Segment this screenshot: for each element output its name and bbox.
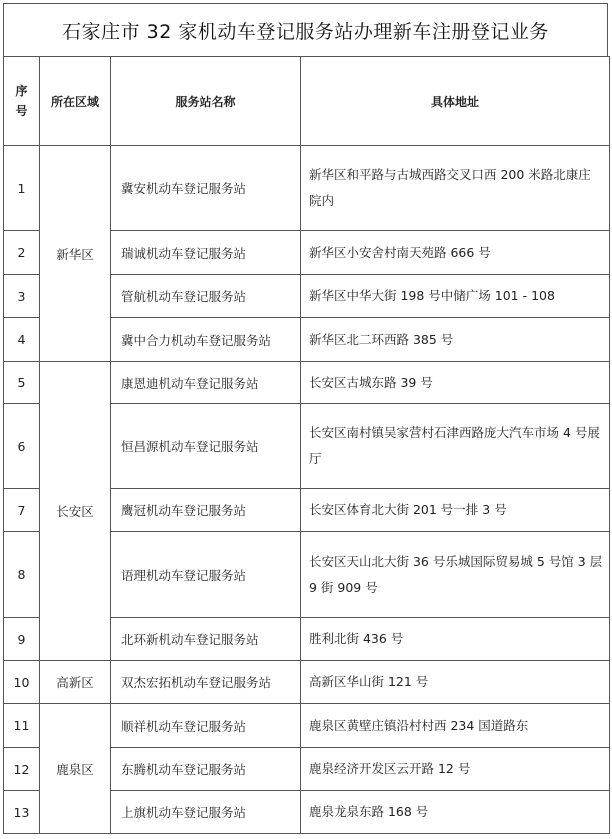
station-name: 鹰冠机动车登记服务站 [111,489,301,532]
station-name: 语理机动车登记服务站 [111,532,301,618]
station-address: 鹿泉龙泉东路 168 号 [301,791,610,834]
row-seq: 9 [4,618,40,661]
station-address: 新华区小安舍村南天苑路 666 号 [301,231,610,275]
row-seq: 6 [4,404,40,489]
row-seq: 7 [4,489,40,532]
district-cell: 鹿泉区 [40,704,111,834]
station-address: 长安区体育北大街 201 号一排 3 号 [301,489,610,532]
header-seq-line2: 号 [15,104,28,118]
station-address: 鹿泉经济开发区云开路 12 号 [301,748,610,791]
station-address: 鹿泉区黄壁庄镇沿村村西 234 国道路东 [301,704,610,748]
station-name: 北环新机动车登记服务站 [111,618,301,661]
row-seq: 13 [4,791,40,834]
page-title: 石家庄市 32 家机动车登记服务站办理新车注册登记业务 [3,3,608,57]
station-address: 长安区古城东路 39 号 [301,362,610,404]
station-name: 上旗机动车登记服务站 [111,791,301,834]
table-row [4,704,610,748]
station-address: 新华区和平路与古城西路交叉口西 200 米路北康庄院内 [301,146,610,231]
station-name: 冀安机动车登记服务站 [111,146,301,231]
table-header-row [4,57,610,146]
service-station-table [3,56,610,834]
station-address: 胜利北街 436 号 [301,618,610,661]
row-seq: 11 [4,704,40,748]
district-cell: 高新区 [40,661,111,704]
row-seq: 1 [4,146,40,231]
station-address: 新华区北二环西路 385 号 [301,318,610,362]
row-seq: 3 [4,275,40,318]
station-name: 管航机动车登记服务站 [111,275,301,318]
station-address: 新华区中华大街 198 号中储广场 101 - 108 [301,275,610,318]
station-name: 康恩迪机动车登记服务站 [111,362,301,404]
station-name: 东腾机动车登记服务站 [111,748,301,791]
row-seq: 2 [4,231,40,275]
header-seq-line1: 序 [15,84,28,98]
station-name: 顺祥机动车登记服务站 [111,704,301,748]
station-address: 长安区天山北大街 36 号乐城国际贸易城 5 号馆 3 层 9 街 909 号 [301,532,610,618]
header-station: 服务站名称 [111,57,301,146]
station-name: 双杰宏拓机动车登记服务站 [111,661,301,704]
header-address: 具体地址 [301,57,610,146]
station-name: 冀中合力机动车登记服务站 [111,318,301,362]
station-address: 长安区南村镇吴家营村石津西路庞大汽车市场 4 号展厅 [301,404,610,489]
district-cell: 长安区 [40,362,111,661]
district-cell: 新华区 [40,146,111,362]
header-district: 所在区域 [40,57,111,146]
table-row [4,362,610,404]
station-address: 高新区华山街 121 号 [301,661,610,704]
header-seq [4,57,40,146]
row-seq: 10 [4,661,40,704]
table-row [4,661,610,704]
row-seq: 8 [4,532,40,618]
row-seq: 4 [4,318,40,362]
station-name: 瑞诚机动车登记服务站 [111,231,301,275]
station-name: 恒昌源机动车登记服务站 [111,404,301,489]
row-seq: 5 [4,362,40,404]
row-seq: 12 [4,748,40,791]
table-row [4,146,610,231]
